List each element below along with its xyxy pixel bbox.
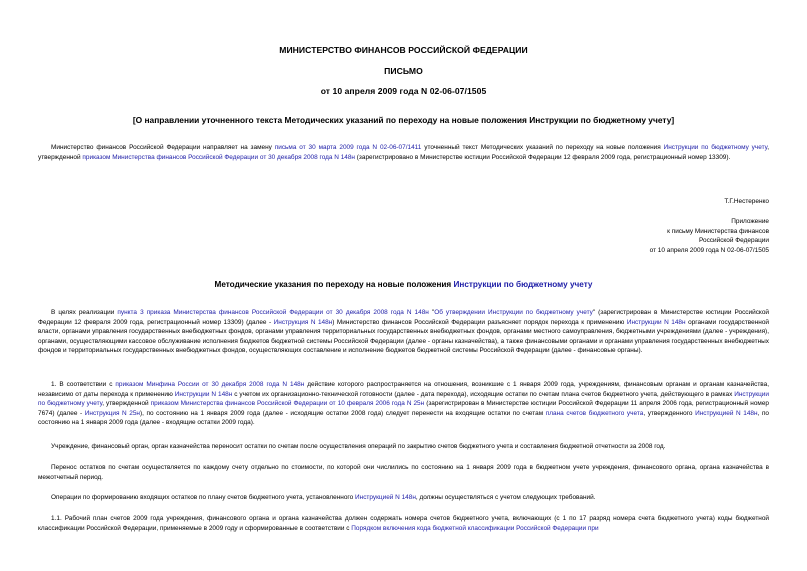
text-span: Операции по формированию входящих остатков по плану счетов бюджетного учета, установленного <box>51 494 356 501</box>
appendix-line-4: от 10 апреля 2009 года N 02-06-07/1505 <box>649 246 769 254</box>
text-span: В целях реализации <box>51 309 118 316</box>
text-span: Методические указания по переходу на новые положения <box>214 280 454 289</box>
link-instruction-148n-2[interactable]: Инструкции N 148н <box>626 318 686 326</box>
link-chart-of-accounts[interactable]: плана счетов бюджетного учета <box>545 409 644 417</box>
doc-type-heading: ПИСЬМО <box>384 66 423 76</box>
paragraph-operations <box>38 493 769 503</box>
link-item-3-order[interactable]: пункта 3 приказа Министерства финансов Российской Федерации от 30 декабря 2008 года N 148н <box>117 309 429 316</box>
text-span: с учетом их организационно-технической готовности (далее - дата перехода), исходящие остатки по счетам плана счетов бюджетного учета, действующего в рамках <box>232 390 735 398</box>
intro-paragraph <box>38 143 769 162</box>
paragraph-closing: Учреждение, финансовый орган, орган казначейства переносит остатки по счетам после осуществления операций по закрытию счетов бюджетного учета и составления бюджетной отчетности за 2008 год. <box>51 443 666 450</box>
text-span: Министерство финансов Российской Федерации направляет на замену <box>51 144 275 151</box>
text-span: 1. В соответствии с <box>51 381 116 388</box>
appendix-line-3: Российской Федерации <box>698 237 769 245</box>
text-span: органами государственной власти, органами управления государственных внебюджетных фондов, органами управления территориальных государственных внебюджетных фондов, органами местного самоуправления, бюджетными учреждениями (далее - учреждения), органами, осуществляющими кассовое обслуживание исполнения бюджетов бюджетной системы Российской Федерации (далее - органы казначейства), а также финансовыми органами и органами управления государственных внебюджетных фондов и территориальных государственных внебюджетных фондов, осуществляющих составление и исполнение бюджетов бюджетной системы Российской Федерации (далее - финансовые органы). <box>38 318 770 355</box>
text-span: уточненный текст Методических указаний по переходу на новые положения <box>421 144 664 151</box>
text-span: ) Министерство финансов Российской Федерации разъясняет порядок перехода к применению <box>332 318 627 326</box>
link-letter-1411[interactable]: письма от 30 марта 2009 года N 02-06-07/1411 <box>274 144 422 151</box>
date-number-heading: от 10 апреля 2009 года N 02-06-07/1505 <box>320 86 487 96</box>
link-inclusion-procedure[interactable]: Порядком включения кода бюджетной классификации Российской Федерации при <box>351 524 599 532</box>
guidelines-title <box>38 280 769 289</box>
text-span: , должны осуществляться с учетом следующих требований. <box>415 494 596 501</box>
text-span: ), по состоянию на 1 января 2009 года (далее - исходящие остатки 2008 года) следует перенести на входящие остатки по счетам <box>139 409 546 417</box>
paragraph-transfer: Перенос остатков по счетам осуществляется по каждому счету отдельно по стоимости, по которой они числились по состоянию на 1 января 2009 года в бюджетном учете учреждения, финансового органа, органа казначейства в межотчетный период. <box>38 464 769 481</box>
text-span: , утвержденного <box>643 409 696 417</box>
text-span: 1.1. Рабочий план счетов 2009 года учреждения, финансового органа и органа казначейства должен содержать номера счетов бюджетного учета, включающих (с 1 по 17 разряд номера счета бюджетного учета) коды бюджетной классификации Российской Федерации, применяемые в 2009 году и сформированные в соответствии с <box>38 515 769 532</box>
link-budget-instruction[interactable]: Инструкции по бюджетному учету <box>38 390 769 408</box>
paragraph-1-1 <box>38 514 769 533</box>
link-minfin-order[interactable]: приказом Минфина России от 30 декабря 2008 года N 148н <box>115 381 305 388</box>
link-instruction-title[interactable]: Инструкции по бюджетному учету <box>453 280 593 289</box>
link-instruction-148n-3[interactable]: Инструкции N 148н <box>174 390 233 398</box>
link-order-25n[interactable]: приказом Министерства финансов Российской Федерации от 10 февраля 2006 года N 25н <box>150 400 425 408</box>
link-instruction-148n[interactable]: Инструкция N 148н <box>273 318 333 326</box>
link-approval-instruction[interactable]: Об утверждении Инструкции по бюджетному учету <box>434 309 593 316</box>
paragraph-purpose <box>38 308 769 356</box>
paragraph-1 <box>38 380 769 428</box>
link-order-148n[interactable]: приказом Министерства финансов Российской Федерации от 30 декабря 2008 года N 148н <box>82 153 355 161</box>
text-span: (зарегистрировано в Министерстве юстиции Российской Федерации 12 февраля 2009 года, регистрационный номер 13309). <box>355 153 731 161</box>
text-span: " <box>428 309 435 316</box>
text-span: , по состоянию на 1 января 2009 года (далее - входящие остатки 2009 года). <box>38 409 770 427</box>
link-instruction-148n-4[interactable]: Инструкцией N 148н <box>695 409 758 417</box>
signature: Т.Г.Нестеренко <box>724 198 769 205</box>
text-span: (зарегистрирован в Министерстве юстиции Российской Федерации 11 апреля 2006 года, регистрационный номер 7674) (далее - <box>38 400 769 417</box>
text-span: действие которого распространяется на отношения, возникшие с 1 января 2009 года, учреждениям, финансовым органам и органам казначейства, независимо от даты перехода к применению <box>38 381 769 398</box>
text-span: " (зарегистрирован в Министерстве юстиции Российской Федерации 12 февраля 2009 года, регистрационный номер 13309) (далее - <box>38 309 769 326</box>
subject-heading: [О направлении уточненного текста Методических указаний по переходу на новые положения Инструкции по бюджетному учету] <box>132 115 675 125</box>
text-span: , утвержденной <box>102 400 151 408</box>
link-instruction-25n[interactable]: Инструкция N 25н <box>84 409 140 417</box>
appendix-line-1: Приложение <box>731 218 769 225</box>
link-instruction-148n-5[interactable]: Инструкцией N 148н <box>355 494 416 501</box>
appendix-line-2: к письму Министерства финансов <box>667 227 769 235</box>
link-instruction[interactable]: Инструкции по бюджетному учету <box>663 144 768 151</box>
ministry-heading: МИНИСТЕРСТВО ФИНАНСОВ РОССИЙСКОЙ ФЕДЕРАЦИИ <box>279 45 528 55</box>
appendix-block <box>650 217 769 255</box>
text-span: , утвержденной <box>38 144 770 161</box>
